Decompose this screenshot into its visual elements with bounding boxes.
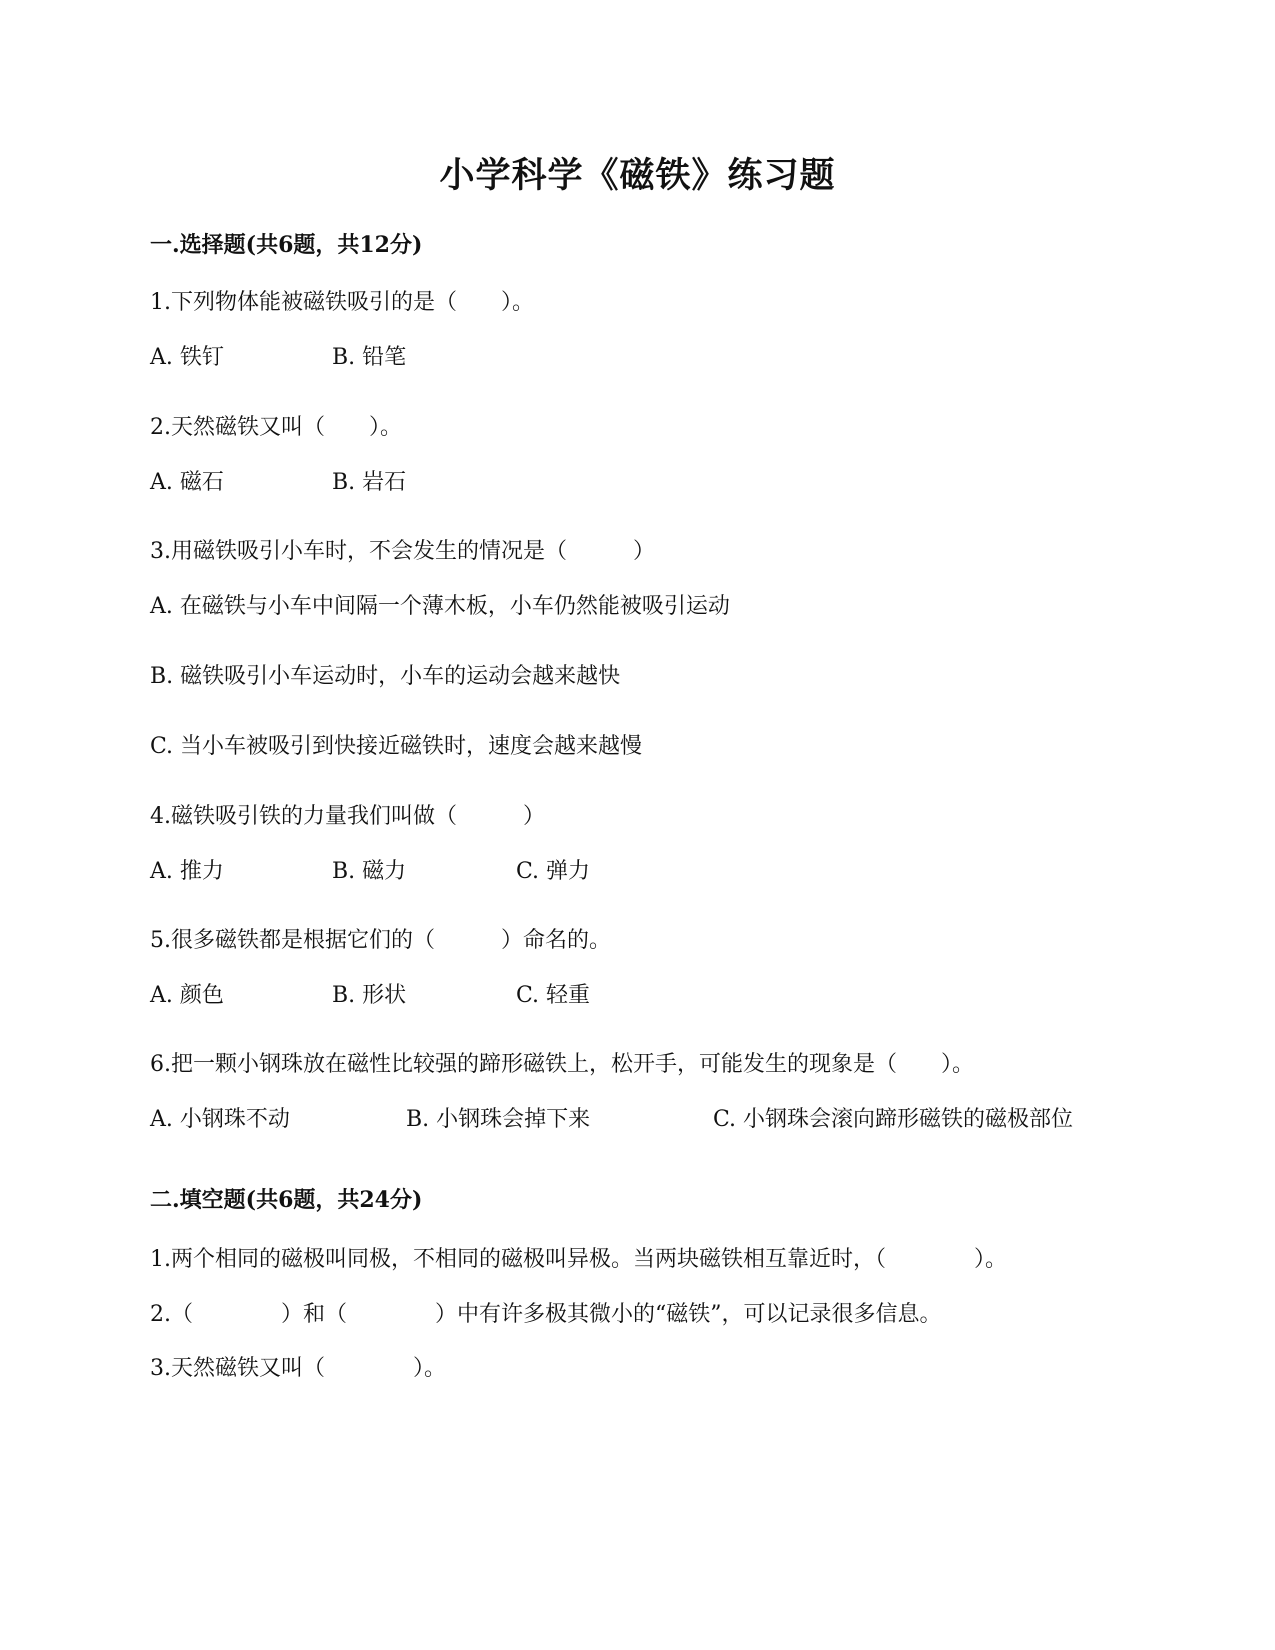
- question-text: 2.天然磁铁又叫（ ）。: [150, 415, 402, 440]
- option-b: B. 形状: [332, 983, 407, 1008]
- question-text: 2.（ ）和（ ）中有许多极其微小的“磁铁”，可以记录很多信息。: [150, 1302, 942, 1327]
- option-c: C. 小钢珠会滚向蹄形磁铁的磁极部位: [713, 1107, 1074, 1132]
- option-b: B. 小钢珠会掉下来: [406, 1107, 591, 1132]
- question-text: 5.很多磁铁都是根据它们的（ ）命名的。: [150, 928, 611, 953]
- question-text: 1.下列物体能被磁铁吸引的是（ ）。: [150, 290, 534, 315]
- option-b: B. 岩石: [332, 470, 407, 495]
- option-c: C. 弹力: [516, 859, 591, 884]
- section-heading-choice: 一.选择题(共6题，共12分): [150, 232, 423, 258]
- page-title: 小学科学《磁铁》练习题: [439, 155, 836, 196]
- question-text: 6.把一颗小钢珠放在磁性比较强的蹄形磁铁上，松开手，可能发生的现象是（ ）。: [150, 1052, 974, 1077]
- option-b: B. 磁力: [332, 859, 407, 884]
- option-a: A. 推力: [150, 859, 224, 884]
- option-b: B. 磁铁吸引小车运动时，小车的运动会越来越快: [150, 664, 621, 689]
- option-c: C. 当小车被吸引到快接近磁铁时，速度会越来越慢: [150, 734, 643, 759]
- option-a: A. 磁石: [150, 470, 224, 495]
- option-a: A. 在磁铁与小车中间隔一个薄木板，小车仍然能被吸引运动: [150, 594, 730, 619]
- question-text: 1.两个相同的磁极叫同极，不相同的磁极叫异极。当两块磁铁相互靠近时，（ ）。: [150, 1247, 1007, 1272]
- option-a: A. 小钢珠不动: [150, 1107, 290, 1132]
- question-text: 4.磁铁吸引铁的力量我们叫做（ ）: [150, 804, 545, 829]
- section-heading-fill: 二.填空题(共6题，共24分): [150, 1187, 423, 1213]
- option-a: A. 颜色: [150, 983, 224, 1008]
- question-text: 3.用磁铁吸引小车时，不会发生的情况是（ ）: [150, 539, 655, 564]
- option-c: C. 轻重: [516, 983, 591, 1008]
- option-b: B. 铅笔: [332, 345, 407, 370]
- question-text: 3.天然磁铁又叫（ ）。: [150, 1356, 446, 1381]
- option-a: A. 铁钉: [150, 345, 224, 370]
